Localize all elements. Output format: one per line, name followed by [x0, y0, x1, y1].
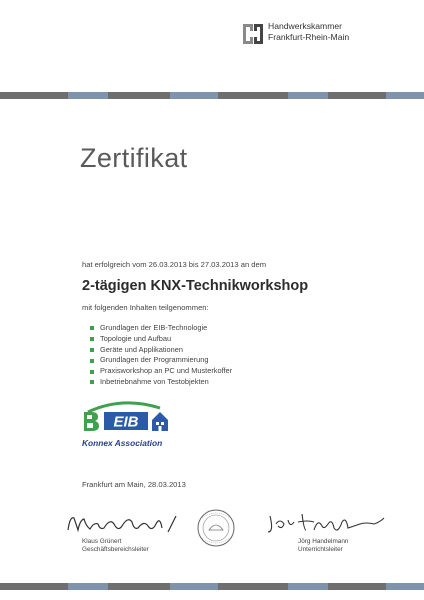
list-item: Topologie und Aufbau	[90, 334, 232, 345]
bullet-icon	[90, 337, 94, 341]
right-signatory-name: Jörg Handelmann	[298, 538, 349, 545]
left-signature	[64, 510, 184, 538]
bullet-icon	[90, 359, 94, 363]
bullet-icon	[90, 326, 94, 330]
right-signatory	[298, 538, 348, 553]
left-signatory-role: Geschäftsbereichsleiter	[82, 545, 149, 553]
certificate-title: Zertifikat	[80, 143, 188, 173]
bullet-icon	[90, 370, 94, 374]
intro-text: hat erfolgreich vom 26.03.2013 bis 27.03.2013 an dem	[82, 260, 267, 269]
list-item: Praxisworkshop an PC und Musterkoffer	[90, 366, 232, 377]
place-date: Frankfurt am Main, 28.03.2013	[82, 480, 186, 489]
bottom-divider-bar	[0, 583, 424, 590]
org-name-line2: Frankfurt-Rhein-Main	[268, 31, 350, 42]
chamber-logo-icon	[241, 22, 265, 46]
right-signature	[262, 508, 386, 538]
list-item: Grundlagen der EIB-Technologie	[90, 323, 232, 334]
content-intro-text: mit folgenden Inhalten teilgenommen:	[82, 303, 209, 312]
course-title: 2-tägigen KNX-Technikworkshop	[82, 278, 309, 294]
handwerkskammer-logo	[241, 21, 363, 47]
partner-name: Konnex Association	[82, 438, 163, 448]
bullet-icon	[90, 348, 94, 352]
topics-list	[90, 323, 232, 388]
list-item: Grundlagen der Programmierung	[90, 355, 232, 366]
left-signatory-name: Klaus Grünert	[82, 538, 122, 545]
official-seal	[196, 508, 236, 548]
org-name-line1: Handwerkskammer	[268, 21, 343, 31]
top-divider-bar	[0, 92, 424, 99]
list-item: Geräte und Applikationen	[90, 345, 232, 356]
left-signatory	[82, 538, 149, 553]
eib-logo-text: EIB	[113, 413, 139, 431]
right-signatory-role: Unterrichtsleiter	[298, 545, 343, 553]
bullet-icon	[90, 380, 94, 384]
list-item: Inbetriebnahme von Testobjekten	[90, 377, 232, 388]
